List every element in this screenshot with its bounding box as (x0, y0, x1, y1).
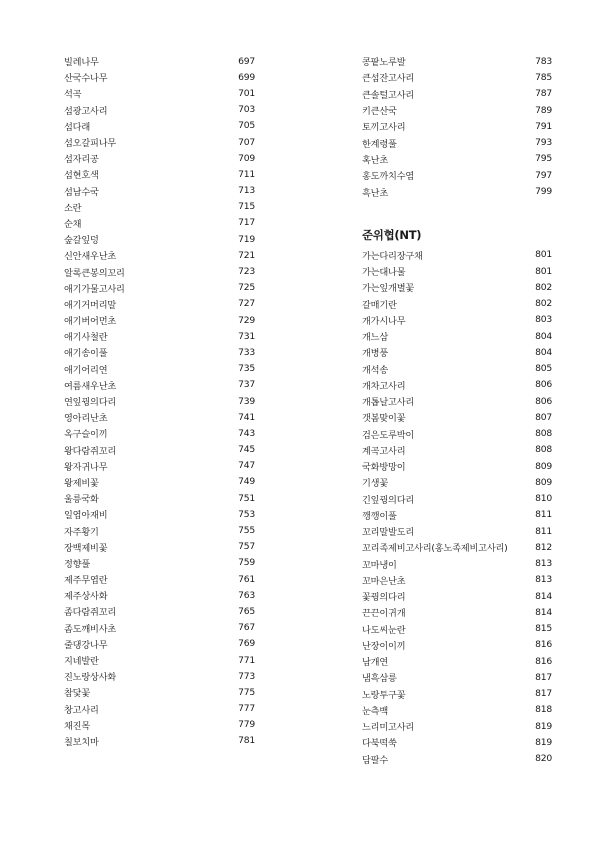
entry-page-number: 727 (238, 298, 255, 310)
entry-name: 느리미고사리 (362, 722, 415, 734)
entry-page-number: 703 (238, 104, 255, 116)
index-entry (64, 280, 255, 296)
entry-page-number: 733 (238, 346, 255, 358)
entry-name: 깽깽이풀 (362, 510, 397, 522)
entry-name: 왕다람쥐꼬리 (64, 445, 117, 457)
index-entry (362, 653, 552, 669)
index-entry (64, 312, 255, 328)
entry-page-number: 711 (238, 168, 255, 180)
entry-name: 눈측백 (362, 705, 389, 717)
entry-page-number: 751 (238, 492, 255, 504)
entry-page-number: 743 (238, 427, 255, 439)
entry-page-number: 785 (535, 71, 552, 83)
index-entry (64, 166, 255, 182)
index-entry (64, 603, 255, 619)
entry-page-number: 713 (238, 185, 255, 197)
entry-page-number: 813 (535, 574, 552, 586)
entry-name: 섬오갈피나무 (64, 138, 117, 150)
index-entry (362, 328, 552, 344)
index-entry (64, 684, 255, 700)
index-entry (64, 361, 255, 377)
entry-name: 가는다리장구채 (362, 250, 423, 262)
entry-page-number: 729 (238, 314, 255, 326)
index-entry (64, 458, 255, 474)
entry-name: 애기송이풀 (64, 348, 108, 360)
entry-page-number: 807 (535, 411, 552, 423)
index-entry (362, 474, 552, 490)
entry-page-number: 755 (238, 525, 255, 537)
entry-page-number: 819 (535, 736, 552, 748)
index-entry (64, 652, 255, 668)
entry-name: 줄댕강나무 (64, 639, 108, 651)
entry-name: 섬광고사리 (64, 105, 108, 117)
entry-page-number: 804 (535, 346, 552, 358)
index-entry (362, 685, 552, 701)
entry-page-number: 701 (238, 87, 255, 99)
entry-name: 연잎꿩의다리 (64, 397, 117, 409)
entry-page-number: 769 (238, 638, 255, 650)
index-entry (362, 555, 552, 571)
entry-name: 숲갈잎덩 (64, 235, 99, 247)
entry-page-number: 783 (535, 55, 552, 67)
index-entry (64, 199, 255, 215)
index-entry (362, 247, 552, 263)
entry-name: 꼬리말발도리 (362, 527, 415, 539)
entry-name: 지네발란 (64, 656, 99, 668)
entry-page-number: 819 (535, 720, 552, 732)
entry-page-number: 820 (535, 753, 552, 765)
entry-page-number: 779 (238, 719, 255, 731)
index-entry (64, 425, 255, 441)
index-entry (362, 620, 552, 636)
index-list-nt (362, 247, 552, 767)
entry-name: 애기어리연 (64, 364, 108, 376)
entry-page-number: 699 (238, 71, 255, 83)
entry-page-number: 811 (535, 509, 552, 521)
entry-page-number: 810 (535, 493, 552, 505)
index-entry (362, 523, 552, 539)
entry-page-number: 817 (535, 671, 552, 683)
entry-name: 큰솔털고사리 (362, 89, 415, 101)
entry-name: 개가시나무 (362, 315, 406, 327)
entry-name: 남개연 (362, 657, 389, 669)
entry-name: 꼬마은난초 (362, 575, 406, 587)
index-entry (362, 118, 552, 134)
entry-name: 꼬리족제비고사리(홍노족제비고사리) (362, 543, 508, 555)
index-entry (362, 295, 552, 311)
index-entry (362, 588, 552, 604)
entry-name: 토끼고사리 (362, 122, 406, 134)
entry-page-number: 745 (238, 444, 255, 456)
entry-page-number: 725 (238, 282, 255, 294)
entry-name: 개톱날고사리 (362, 397, 415, 409)
entry-name: 섬다래 (64, 121, 91, 133)
index-entry (362, 183, 552, 199)
index-entry (64, 442, 255, 458)
entry-page-number: 814 (535, 590, 552, 602)
entry-name: 왕제비꽃 (64, 477, 99, 489)
index-entry (362, 458, 552, 474)
entry-name: 영아리난초 (64, 413, 108, 425)
entry-name: 갯봄맞이꽃 (362, 413, 406, 425)
entry-page-number: 721 (238, 249, 255, 261)
index-entry (362, 393, 552, 409)
entry-page-number: 818 (535, 704, 552, 716)
entry-name: 진노랑상사화 (64, 672, 117, 684)
index-list-continued (362, 53, 552, 200)
entry-page-number: 806 (535, 379, 552, 391)
index-entry (362, 151, 552, 167)
entry-name: 꽃꿩의다리 (362, 592, 406, 604)
index-entry (362, 425, 552, 441)
entry-page-number: 808 (535, 428, 552, 440)
entry-name: 나도씨눈란 (362, 624, 406, 636)
entry-page-number: 717 (238, 217, 255, 229)
index-entry (362, 750, 552, 766)
index-entry (64, 717, 255, 733)
entry-name: 채진목 (64, 720, 91, 732)
entry-name: 일엽아재비 (64, 510, 108, 522)
index-entry (64, 85, 255, 101)
index-entry (362, 507, 552, 523)
index-entry (362, 572, 552, 588)
index-entry (64, 620, 255, 636)
index-entry (362, 102, 552, 118)
index-entry (362, 734, 552, 750)
index-entry (362, 702, 552, 718)
index-entry (362, 69, 552, 85)
index-entry (362, 718, 552, 734)
index-entry (362, 134, 552, 150)
index-entry (362, 539, 552, 555)
entry-page-number: 761 (238, 573, 255, 585)
entry-page-number: 803 (535, 314, 552, 326)
entry-name: 석곡 (64, 89, 82, 101)
entry-page-number: 709 (238, 152, 255, 164)
entry-name: 제주무엽란 (64, 575, 108, 587)
section-heading-nt: 준위협(NT) (362, 227, 422, 242)
entry-name: 섬자리공 (64, 154, 99, 166)
entry-page-number: 801 (535, 265, 552, 277)
index-entry (64, 733, 255, 749)
index-entry (64, 328, 255, 344)
entry-page-number: 777 (238, 703, 255, 715)
entry-page-number: 715 (238, 201, 255, 213)
entry-page-number: 781 (238, 735, 255, 747)
index-entry (64, 344, 255, 360)
entry-name: 자주황기 (64, 526, 99, 538)
entry-name: 개느삼 (362, 332, 389, 344)
entry-name: 키큰산국 (362, 106, 397, 118)
entry-name: 난장이이끼 (362, 640, 406, 652)
entry-name: 창고사리 (64, 704, 99, 716)
entry-page-number: 795 (535, 153, 552, 165)
entry-name: 긴잎꿩의다리 (362, 494, 415, 506)
index-entry (64, 701, 255, 717)
entry-page-number: 797 (535, 169, 552, 181)
entry-name: 한계령풀 (362, 138, 397, 150)
index-entry (64, 377, 255, 393)
index-entry (64, 587, 255, 603)
entry-name: 큰섬잔고사리 (362, 73, 415, 85)
entry-page-number: 816 (535, 655, 552, 667)
entry-page-number: 799 (535, 186, 552, 198)
entry-page-number: 735 (238, 363, 255, 375)
index-entry (64, 571, 255, 587)
index-entry (362, 637, 552, 653)
entry-page-number: 812 (535, 541, 552, 553)
entry-name: 칠보치마 (64, 736, 99, 748)
entry-page-number: 804 (535, 330, 552, 342)
entry-name: 신안새우난초 (64, 251, 117, 263)
entry-page-number: 791 (535, 120, 552, 132)
entry-name: 알록큰봉의꼬리 (64, 267, 125, 279)
entry-page-number: 759 (238, 557, 255, 569)
index-entry (64, 231, 255, 247)
index-entry (64, 102, 255, 118)
entry-name: 울릉국화 (64, 494, 99, 506)
entry-page-number: 723 (238, 266, 255, 278)
entry-page-number: 808 (535, 444, 552, 456)
entry-name: 왕자귀나무 (64, 461, 108, 473)
entry-page-number: 811 (535, 525, 552, 537)
entry-name: 섬현호색 (64, 170, 99, 182)
index-entry (64, 263, 255, 279)
entry-page-number: 805 (535, 363, 552, 375)
entry-name: 검은도루박이 (362, 429, 415, 441)
index-entry (64, 490, 255, 506)
entry-name: 기생꽃 (362, 478, 389, 490)
entry-page-number: 757 (238, 541, 255, 553)
entry-page-number: 747 (238, 460, 255, 472)
entry-page-number: 775 (238, 686, 255, 698)
entry-page-number: 816 (535, 639, 552, 651)
index-entry (64, 409, 255, 425)
index-entry (64, 247, 255, 263)
entry-name: 장백제비꽃 (64, 542, 108, 554)
entry-page-number: 814 (535, 606, 552, 618)
entry-page-number: 801 (535, 249, 552, 261)
index-entry (362, 377, 552, 393)
entry-name: 섬남수국 (64, 186, 99, 198)
entry-page-number: 767 (238, 622, 255, 634)
entry-page-number: 705 (238, 120, 255, 132)
entry-name: 갈매기란 (362, 299, 397, 311)
entry-name: 흑난초 (362, 187, 389, 199)
entry-name: 국화방망이 (362, 462, 406, 474)
index-entry (362, 409, 552, 425)
index-entry (362, 279, 552, 295)
index-entry (362, 360, 552, 376)
index-entry (362, 442, 552, 458)
entry-name: 냄흑삼릉 (362, 673, 397, 685)
entry-name: 소란 (64, 202, 82, 214)
entry-page-number: 771 (238, 654, 255, 666)
entry-page-number: 813 (535, 558, 552, 570)
entry-page-number: 737 (238, 379, 255, 391)
entry-name: 노랑투구꽃 (362, 689, 406, 701)
index-entry (64, 134, 255, 150)
index-entry (64, 555, 255, 571)
index-entry (64, 296, 255, 312)
entry-page-number: 789 (535, 104, 552, 116)
entry-page-number: 753 (238, 508, 255, 520)
index-entry (64, 474, 255, 490)
entry-name: 애기가물고사리 (64, 283, 125, 295)
entry-name: 끈끈이귀개 (362, 608, 406, 620)
entry-page-number: 773 (238, 670, 255, 682)
entry-name: 꼬마냉이 (362, 559, 397, 571)
entry-name: 애기사철란 (64, 332, 108, 344)
entry-name: 여름새우난초 (64, 380, 117, 392)
index-entry (362, 669, 552, 685)
entry-name: 옥구슬이끼 (64, 429, 108, 441)
entry-page-number: 815 (535, 623, 552, 635)
entry-name: 애기버어먼초 (64, 316, 117, 328)
entry-name: 좀도깨비사초 (64, 623, 117, 635)
entry-page-number: 763 (238, 589, 255, 601)
index-entry (64, 668, 255, 684)
entry-name: 참닻꽃 (64, 688, 91, 700)
entry-page-number: 793 (535, 137, 552, 149)
index-entry (362, 344, 552, 360)
index-entry (64, 53, 255, 69)
entry-name: 혹난초 (362, 154, 389, 166)
index-entry (362, 490, 552, 506)
entry-page-number: 739 (238, 395, 255, 407)
entry-page-number: 817 (535, 688, 552, 700)
index-entry (64, 150, 255, 166)
index-entry (64, 539, 255, 555)
index-entry (64, 118, 255, 134)
entry-name: 정향풀 (64, 558, 91, 570)
entry-name: 콩팥노루발 (362, 57, 406, 69)
entry-name: 제주상사화 (64, 591, 108, 603)
entry-page-number: 707 (238, 136, 255, 148)
entry-page-number: 719 (238, 233, 255, 245)
index-entry (362, 86, 552, 102)
index-entry (362, 604, 552, 620)
entry-page-number: 741 (238, 411, 255, 423)
entry-page-number: 697 (238, 55, 255, 67)
index-entry (64, 183, 255, 199)
index-entry (362, 53, 552, 69)
entry-name: 가는대나물 (362, 267, 406, 279)
index-entry (362, 263, 552, 279)
entry-page-number: 802 (535, 281, 552, 293)
index-entry (64, 506, 255, 522)
entry-name: 가는잎개별꽃 (362, 283, 415, 295)
entry-page-number: 731 (238, 330, 255, 342)
entry-page-number: 806 (535, 395, 552, 407)
entry-name: 개차고사리 (362, 380, 406, 392)
index-entry (362, 167, 552, 183)
index-column-left (64, 53, 255, 749)
index-entry (64, 393, 255, 409)
index-entry (362, 312, 552, 328)
entry-page-number: 765 (238, 605, 255, 617)
index-entry (64, 522, 255, 538)
index-entry (64, 69, 255, 85)
index-entry (64, 215, 255, 231)
entry-name: 담팔수 (362, 754, 389, 766)
entry-name: 다북떡쑥 (362, 738, 397, 750)
entry-name: 개병풍 (362, 348, 389, 360)
entry-page-number: 809 (535, 460, 552, 472)
entry-page-number: 749 (238, 476, 255, 488)
entry-name: 좀다람쥐꼬리 (64, 607, 117, 619)
entry-name: 홍도까치수염 (362, 171, 415, 183)
entry-page-number: 809 (535, 476, 552, 488)
entry-name: 산국수나무 (64, 73, 108, 85)
entry-page-number: 787 (535, 88, 552, 100)
entry-name: 계곡고사리 (362, 445, 406, 457)
entry-name: 순채 (64, 218, 82, 230)
entry-page-number: 802 (535, 298, 552, 310)
index-entry (64, 636, 255, 652)
index-column-right (362, 53, 552, 767)
entry-name: 애기거머리말 (64, 299, 117, 311)
entry-name: 빌레나무 (64, 57, 99, 69)
entry-name: 개석송 (362, 364, 389, 376)
